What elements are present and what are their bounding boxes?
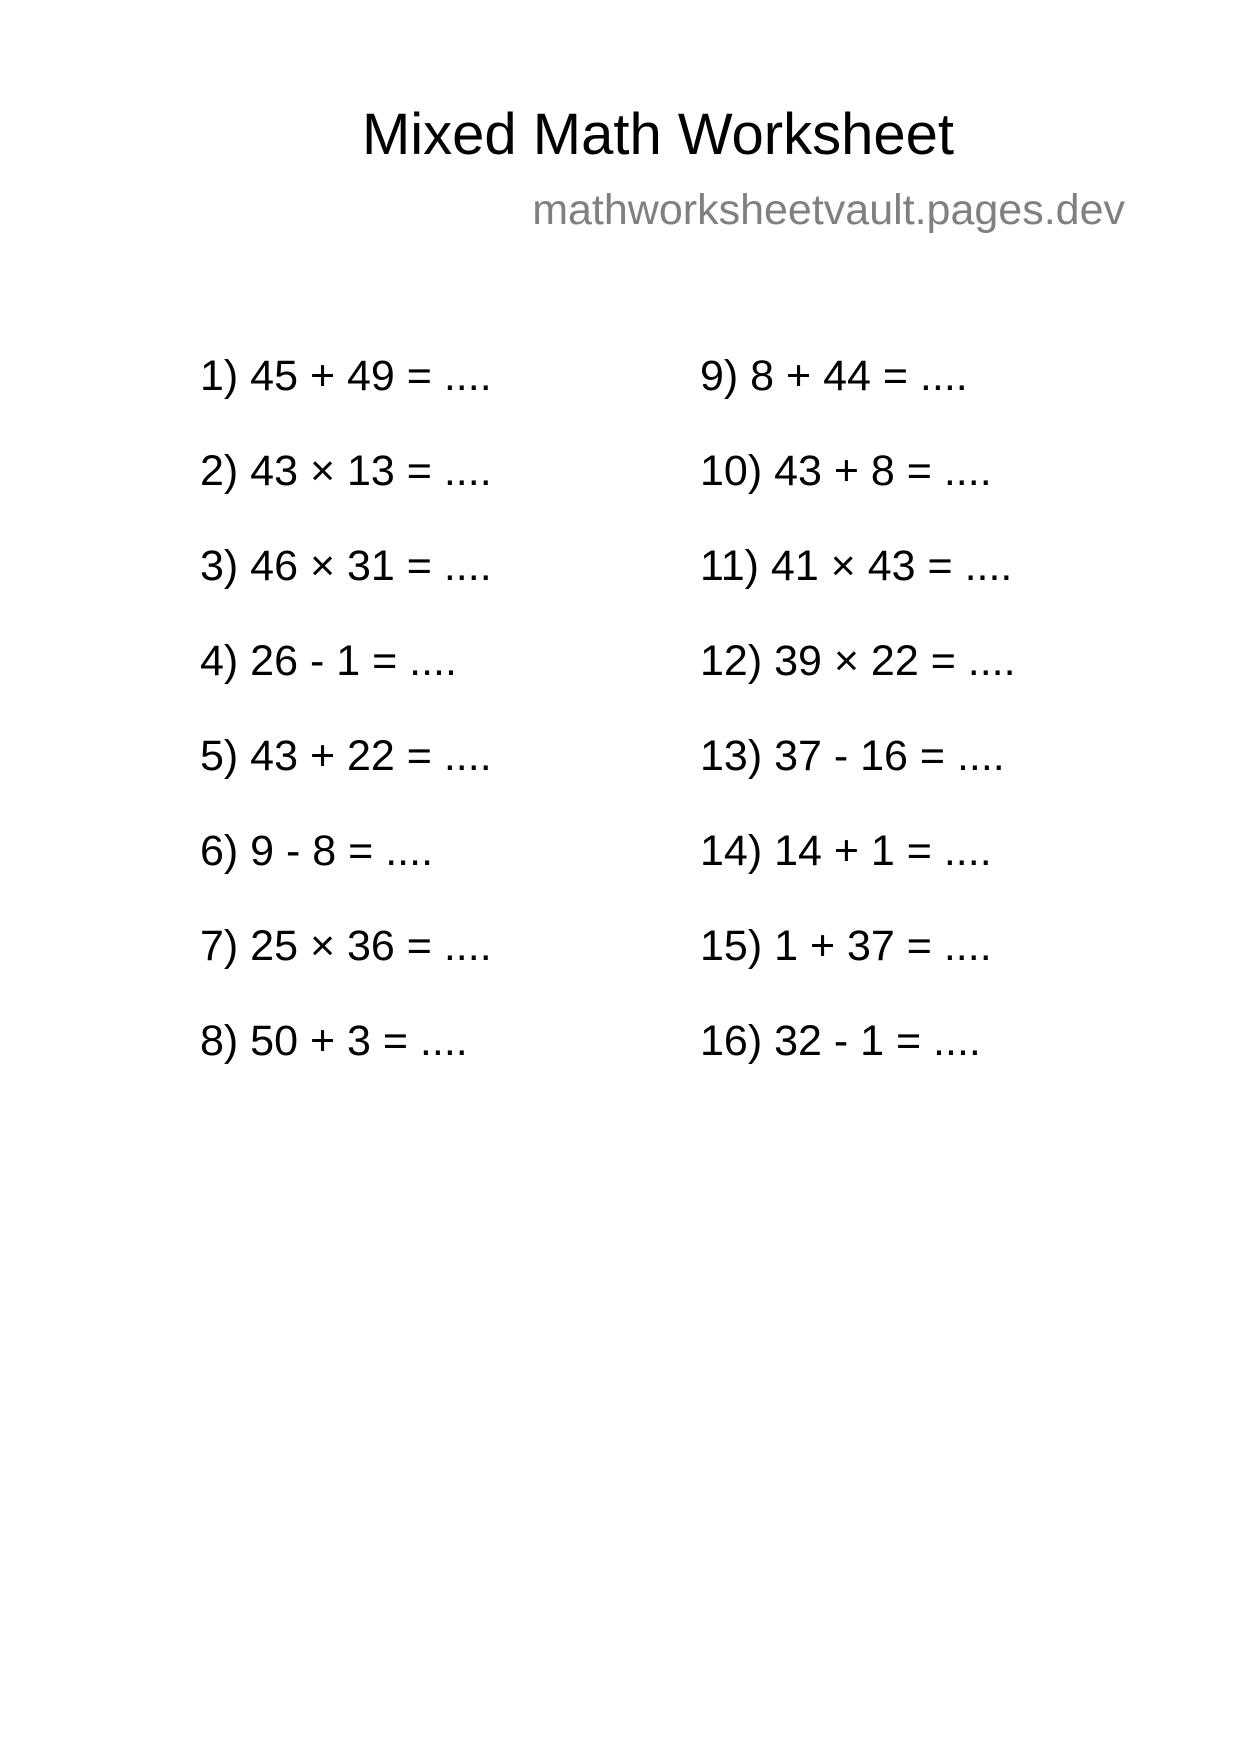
problem-item: 6) 9 - 8 = .... bbox=[200, 827, 434, 875]
problem-item: 7) 25 × 36 = .... bbox=[200, 922, 492, 970]
problem-item: 1) 45 + 49 = .... bbox=[200, 352, 492, 400]
problem-item: 11) 41 × 43 = .... bbox=[700, 542, 1013, 590]
problem-item: 14) 14 + 1 = .... bbox=[700, 827, 992, 875]
problem-item: 5) 43 + 22 = .... bbox=[200, 732, 492, 780]
problem-item: 10) 43 + 8 = .... bbox=[700, 447, 992, 495]
problem-item: 3) 46 × 31 = .... bbox=[200, 542, 492, 590]
problem-item: 9) 8 + 44 = .... bbox=[700, 352, 968, 400]
problem-item: 4) 26 - 1 = .... bbox=[200, 637, 457, 685]
worksheet-title: Mixed Math Worksheet bbox=[361, 102, 955, 167]
problem-item: 8) 50 + 3 = .... bbox=[200, 1017, 468, 1065]
problem-grid bbox=[200, 350, 1100, 1120]
problem-item: 13) 37 - 16 = .... bbox=[700, 732, 1005, 780]
problem-item: 12) 39 × 22 = .... bbox=[700, 637, 1016, 685]
problem-column-right bbox=[700, 350, 1140, 1110]
problem-column-left bbox=[200, 350, 640, 1110]
problem-item: 16) 32 - 1 = .... bbox=[700, 1017, 981, 1065]
problem-item: 2) 43 × 13 = .... bbox=[200, 447, 492, 495]
source-url: mathworksheetvault.pages.dev bbox=[532, 186, 1125, 234]
problem-item: 15) 1 + 37 = .... bbox=[700, 922, 992, 970]
